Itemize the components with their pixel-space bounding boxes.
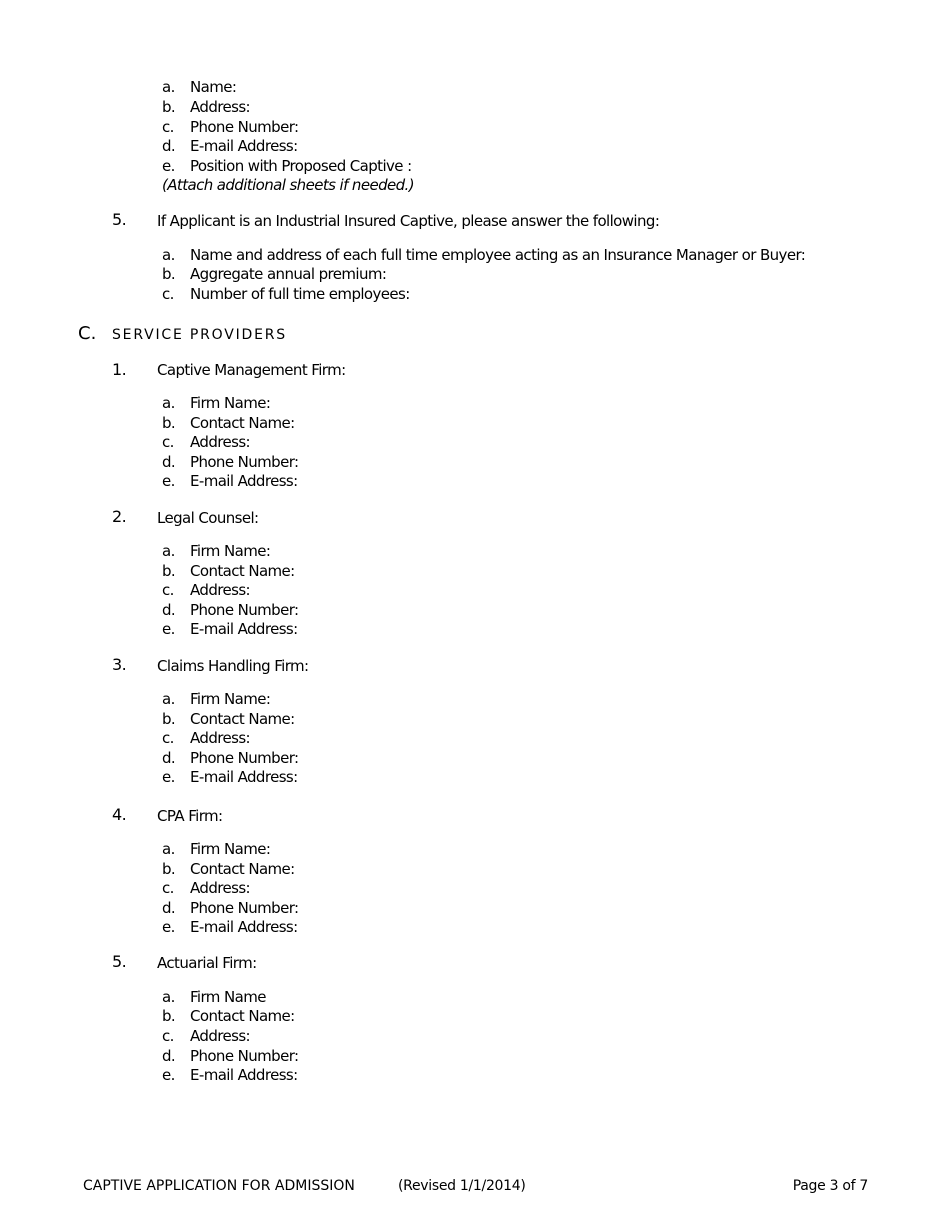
field-label: Contact Name: [190,860,295,878]
item-number: 1. [112,360,127,379]
list-item-letter: a. [162,394,175,412]
field-label: Address: [190,1027,250,1045]
field-label: Name: [190,78,237,96]
item-number: 4. [112,805,127,824]
item-heading: Actuarial Firm: [157,954,257,972]
field-label: E-mail Address: [190,620,298,638]
field-label: Firm Name: [190,840,271,858]
field-label: Phone Number: [190,899,299,917]
field-label: Firm Name [190,988,266,1006]
field-label: Address: [190,433,250,451]
field-label: Contact Name: [190,562,295,580]
field-label: Phone Number: [190,1047,299,1065]
list-item-letter: a. [162,78,175,96]
list-item-letter: d. [162,601,176,619]
list-item-letter: c. [162,118,174,136]
list-item-letter: c. [162,433,174,451]
item-number: 5. [112,210,127,229]
field-label: Number of full time employees: [190,285,410,303]
footer-revised: (Revised 1/1/2014) [398,1178,526,1194]
list-item-letter: b. [162,860,176,878]
section-title: SERVICE PROVIDERS [112,327,287,343]
list-item-letter: c. [162,879,174,897]
field-label: E-mail Address: [190,768,298,786]
list-item-letter: a. [162,542,175,560]
field-label: Address: [190,729,250,747]
list-item-letter: b. [162,265,176,283]
field-label: Aggregate annual premium: [190,265,387,283]
field-label: E-mail Address: [190,137,298,155]
list-item-letter: b. [162,1007,176,1025]
item-heading: CPA Firm: [157,807,223,825]
footer-title: CAPTIVE APPLICATION FOR ADMISSION [83,1178,355,1194]
item-heading: If Applicant is an Industrial Insured Captive, please answer the following: [157,212,660,230]
list-item-letter: c. [162,285,174,303]
item-heading: Captive Management Firm: [157,361,346,379]
list-item-letter: c. [162,1027,174,1045]
field-label: Phone Number: [190,118,299,136]
field-label: Firm Name: [190,542,271,560]
field-label: E-mail Address: [190,472,298,490]
list-item-letter: e. [162,918,175,936]
field-label: Phone Number: [190,453,299,471]
list-item-letter: e. [162,768,175,786]
list-item-letter: d. [162,453,176,471]
list-item-letter: a. [162,840,175,858]
item-heading: Claims Handling Firm: [157,657,309,675]
field-label: Firm Name: [190,394,271,412]
field-label: Contact Name: [190,414,295,432]
field-label: Name and address of each full time employee acting as an Insurance Manager or Buyer: [190,246,806,264]
field-label: E-mail Address: [190,1066,298,1084]
field-label: Phone Number: [190,749,299,767]
item-number: 2. [112,507,127,526]
attach-note: (Attach additional sheets if needed.) [162,176,414,194]
page-number: Page 3 of 7 [792,1178,868,1194]
list-item-letter: b. [162,562,176,580]
list-item-letter: d. [162,137,176,155]
field-label: E-mail Address: [190,918,298,936]
field-label: Contact Name: [190,710,295,728]
list-item-letter: a. [162,988,175,1006]
field-label: Phone Number: [190,601,299,619]
item-number: 3. [112,655,127,674]
list-item-letter: b. [162,710,176,728]
field-label: Position with Proposed Captive : [190,157,412,175]
field-label: Contact Name: [190,1007,295,1025]
item-heading: Legal Counsel: [157,509,259,527]
list-item-letter: b. [162,414,176,432]
list-item-letter: e. [162,157,175,175]
list-item-letter: d. [162,899,176,917]
list-item-letter: c. [162,729,174,747]
field-label: Firm Name: [190,690,271,708]
list-item-letter: b. [162,98,176,116]
list-item-letter: e. [162,472,175,490]
list-item-letter: a. [162,690,175,708]
field-label: Address: [190,581,250,599]
list-item-letter: d. [162,749,176,767]
section-letter: C. [78,323,97,344]
item-number: 5. [112,952,127,971]
list-item-letter: c. [162,581,174,599]
list-item-letter: e. [162,1066,175,1084]
list-item-letter: d. [162,1047,176,1065]
field-label: Address: [190,98,250,116]
list-item-letter: a. [162,246,175,264]
field-label: Address: [190,879,250,897]
list-item-letter: e. [162,620,175,638]
